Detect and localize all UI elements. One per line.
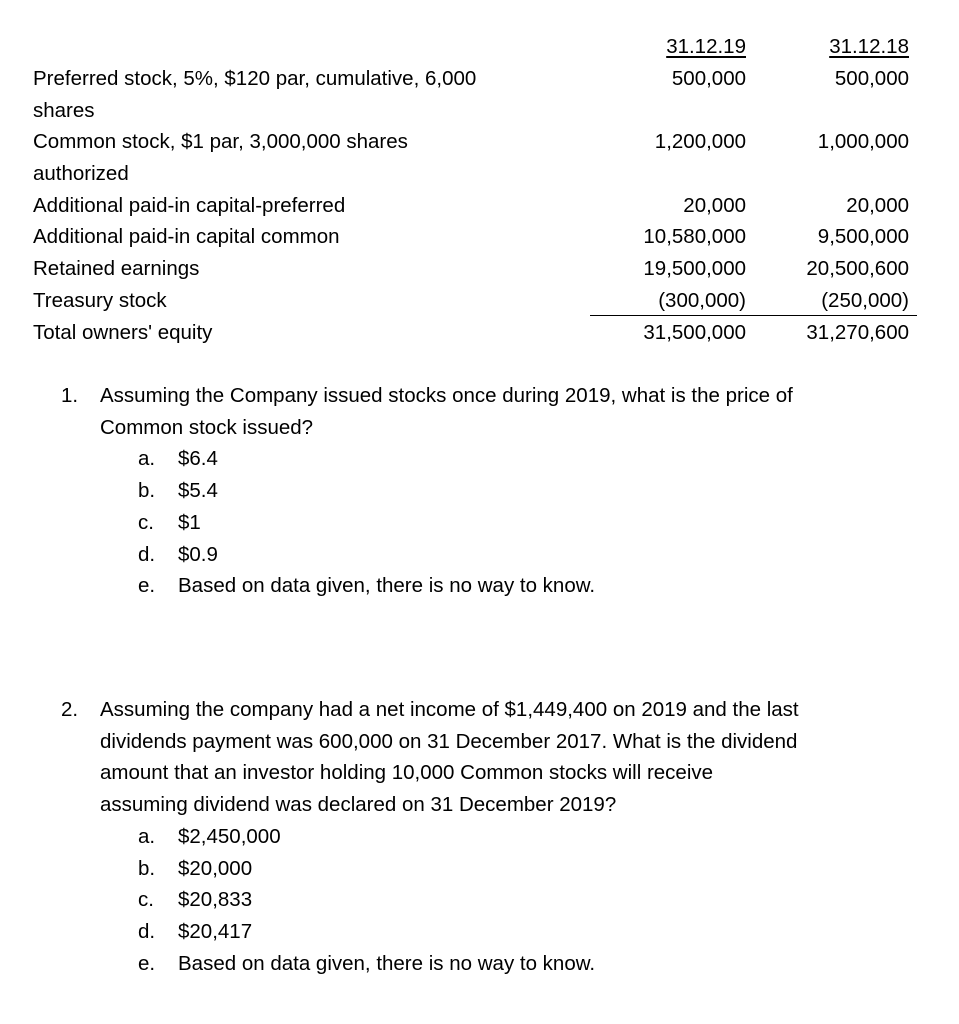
question-text-line: assuming dividend was declared on 31 December 2019? — [100, 793, 617, 817]
option-letter: b. — [138, 856, 156, 880]
value-2018: 9,500,000 — [817, 225, 909, 248]
total-rule-line — [590, 315, 917, 316]
value-2019: (300,000) — [658, 289, 746, 312]
column-header-2018: 31.12.18 — [829, 35, 909, 58]
column-header-2019: 31.12.19 — [666, 35, 746, 58]
row-label: Retained earnings — [33, 257, 200, 280]
option-letter: b. — [138, 479, 156, 503]
option-letter: d. — [138, 542, 156, 566]
option-text: $0.9 — [178, 542, 218, 566]
option-letter: c. — [138, 888, 154, 912]
option-text: $20,833 — [178, 888, 253, 912]
row-label: Preferred stock, 5%, $120 par, cumulative, 6,000 — [33, 67, 477, 90]
option-text: $6.4 — [178, 447, 218, 471]
row-label-continued: shares — [33, 98, 95, 122]
option-letter: e. — [138, 951, 156, 975]
question-number: 1. — [61, 384, 79, 407]
value-2019: 19,500,000 — [643, 257, 746, 280]
value-2018: 500,000 — [834, 67, 909, 90]
option-letter: e. — [138, 574, 156, 598]
option-letter: c. — [138, 510, 154, 534]
option-letter: a. — [138, 447, 156, 471]
option-text: $20,417 — [178, 919, 253, 943]
row-label: Common stock, $1 par, 3,000,000 shares — [33, 130, 408, 153]
value-2018: 20,000 — [846, 194, 909, 217]
table-row — [0, 285, 959, 317]
table-row — [0, 63, 959, 122]
option-text: $2,450,000 — [178, 824, 281, 848]
option-text: $5.4 — [178, 479, 218, 503]
value-2019: 1,200,000 — [654, 130, 746, 153]
table-row-total — [0, 317, 959, 349]
question-text-line: Assuming the company had a net income of $1,449,400 on 2019 and the last — [100, 698, 799, 721]
value-2018: (250,000) — [821, 289, 909, 312]
value-2019: 500,000 — [671, 67, 746, 90]
value-2018: 1,000,000 — [817, 130, 909, 153]
option-letter: d. — [138, 919, 156, 943]
row-label: Treasury stock — [33, 289, 167, 312]
option-letter: a. — [138, 824, 156, 848]
question-text-line: dividends payment was 600,000 on 31 December 2017. What is the dividend — [100, 729, 798, 753]
value-2018: 20,500,600 — [806, 257, 909, 280]
value-2019: 20,000 — [683, 194, 746, 217]
question-text-line: Assuming the Company issued stocks once during 2019, what is the price of — [100, 384, 793, 407]
row-label: Additional paid-in capital-preferred — [33, 194, 346, 217]
table-row — [0, 190, 959, 222]
question-text-line: amount that an investor holding 10,000 Common stocks will receive — [100, 761, 714, 785]
row-label: Total owners' equity — [33, 321, 213, 344]
option-text: $20,000 — [178, 856, 253, 880]
question-number: 2. — [61, 698, 79, 721]
option-text: Based on data given, there is no way to know. — [178, 574, 596, 598]
value-2018: 31,270,600 — [806, 321, 909, 344]
option-text: $1 — [178, 510, 201, 534]
row-label-continued: authorized — [33, 161, 129, 185]
table-row — [0, 126, 959, 185]
option-text: Based on data given, there is no way to know. — [178, 951, 596, 975]
table-row — [0, 221, 959, 253]
question-text-line: Common stock issued? — [100, 415, 314, 439]
table-row — [0, 253, 959, 285]
value-2019: 10,580,000 — [643, 225, 746, 248]
value-2019: 31,500,000 — [643, 321, 746, 344]
row-label: Additional paid-in capital common — [33, 225, 340, 248]
